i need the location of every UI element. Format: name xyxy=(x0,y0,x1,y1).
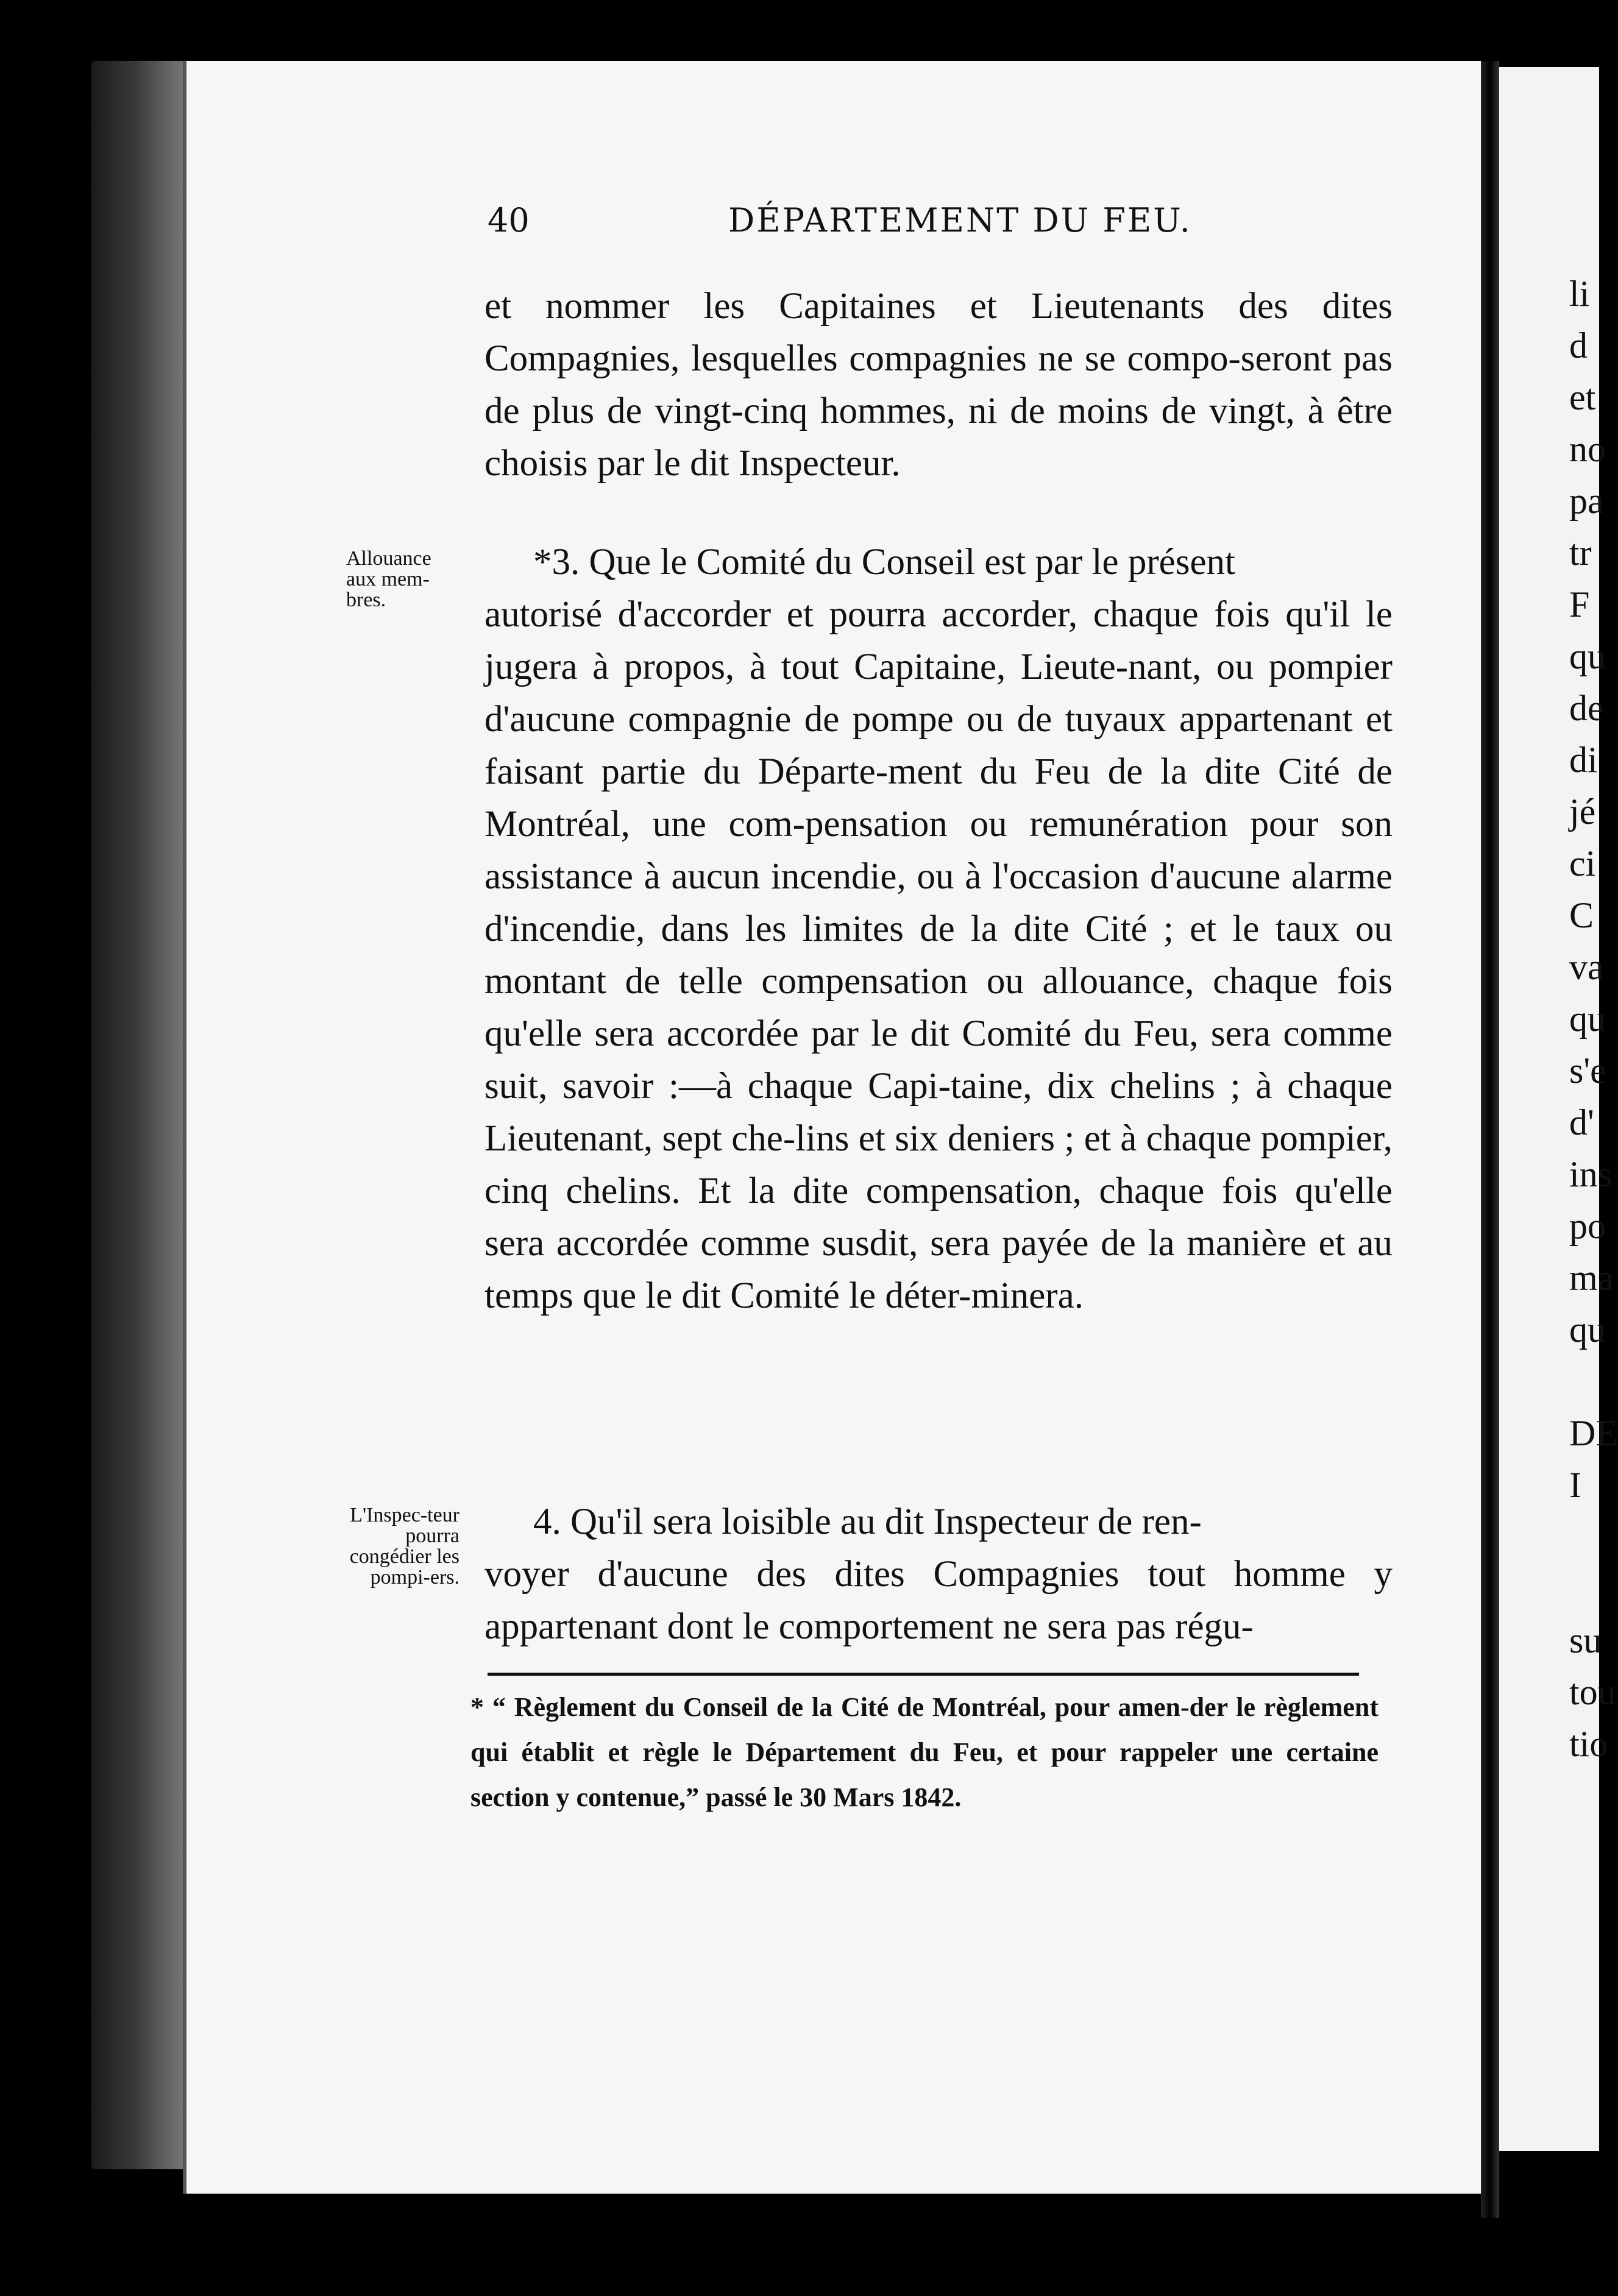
facing-page-fragments xyxy=(1569,268,1618,1770)
paragraph-4-first-line: 4. Qu'il sera loisible au dit Inspecteur de ren- xyxy=(533,1501,1202,1542)
footnote-rule xyxy=(488,1673,1359,1676)
facing-page-fragment: jé xyxy=(1569,792,1596,832)
page-number: 40 xyxy=(488,201,530,239)
facing-page-fragment xyxy=(1569,1563,1606,1615)
margin-note-inspecteur: L'Inspec-teur pourra congédier les pompi-ers. xyxy=(349,1504,459,1589)
facing-page-fragment: di xyxy=(1569,740,1598,780)
facing-page-fragment: et xyxy=(1569,377,1596,417)
facing-page-fragment: su xyxy=(1569,1620,1602,1660)
footnote: * “ Règlement du Conseil de la Cité de Montréal, pour amen-der le règlement qui établit et règle le Département du Feu, et pour rappeler une certaine section y contenue,” passé le 30 Mars 1842. xyxy=(470,1692,1378,1812)
facing-page-fragment: C xyxy=(1569,895,1594,935)
facing-page-fragment: qu xyxy=(1569,999,1606,1039)
facing-page-fragment xyxy=(1569,1511,1606,1563)
facing-page-fragment: ins xyxy=(1569,1154,1613,1194)
facing-page-fragment: tr xyxy=(1569,533,1592,573)
paragraph-3-body: autorisé d'accorder et pourra accorder, chaque fois qu'il le jugera à propos, à tout Capitaine, Lieute-nant, ou pompier d'aucune compagnie de pompe ou de tuyaux appartenant et faisant partie du Départe-ment du Feu de la dite Cité de Montréal, une com-pensation ou remunération pour son assistance à aucun incendie, ou à l'occasion d'aucune alarme d'incendie, dans les limites de la dite Cité ; et le taux ou montant de telle compensation ou allouance, chaque fois qu'elle sera accordée par le dit Comité du Feu, sera comme suit, savoir :—à chaque Capi-taine, dix chelins ; à chaque Lieutenant, sept che-lins et six deniers ; et à chaque pompier, cinq chelins. Et la dite compensation, chaque fois qu'elle sera accordée comme susdit, sera payée de la manière et au temps que le dit Comité le déter-minera. xyxy=(484,594,1393,1316)
facing-page-fragment: F xyxy=(1569,584,1590,625)
facing-page-fragment: s'e xyxy=(1569,1051,1606,1091)
facing-page-fragment: tou xyxy=(1569,1672,1616,1712)
paragraph-3 xyxy=(484,536,1393,1322)
facing-page-fragment: pa xyxy=(1569,481,1604,521)
facing-page-fragment xyxy=(1569,1356,1606,1408)
facing-page-fragment: d xyxy=(1569,325,1588,366)
facing-page-fragment: DE xyxy=(1569,1413,1618,1453)
book-gutter xyxy=(1481,61,1499,2218)
facing-page-fragment: no xyxy=(1569,429,1606,469)
paragraph-4-body: voyer d'aucune des dites Compagnies tout homme y appartenant dont le comportement ne sera pas régu- xyxy=(484,1554,1393,1647)
facing-page-fragment: po xyxy=(1569,1206,1606,1246)
facing-page-fragment: li xyxy=(1569,274,1590,314)
facing-page-fragment: ma xyxy=(1569,1258,1614,1298)
facing-page-fragment: va xyxy=(1569,947,1604,987)
facing-page-fragment: qu xyxy=(1569,1309,1606,1350)
facing-page-fragment: ci xyxy=(1569,843,1596,884)
facing-page-fragment: d' xyxy=(1569,1102,1594,1143)
margin-note-allouance: Allouance aux mem-bres. xyxy=(346,547,431,611)
facing-page-fragment: qu xyxy=(1569,636,1606,676)
facing-page-fragment: I xyxy=(1569,1465,1581,1505)
paragraph-1: et nommer les Capitaines et Lieutenants des dites Compagnies, lesquelles compagnies ne se compo-seront pas de plus de vingt-cinq hommes, ni de moins de vingt, à être choisis par le dit Inspecteur. xyxy=(484,286,1393,484)
paragraph-3-first-line: *3. Que le Comité du Conseil est par le présent xyxy=(533,542,1235,583)
paragraph-4 xyxy=(484,1496,1393,1653)
facing-page-fragment: tio xyxy=(1569,1724,1608,1764)
facing-page-fragment: de xyxy=(1569,688,1604,728)
running-head xyxy=(488,201,1402,250)
page-title: DÉPARTEMENT DU FEU. xyxy=(728,201,1192,239)
